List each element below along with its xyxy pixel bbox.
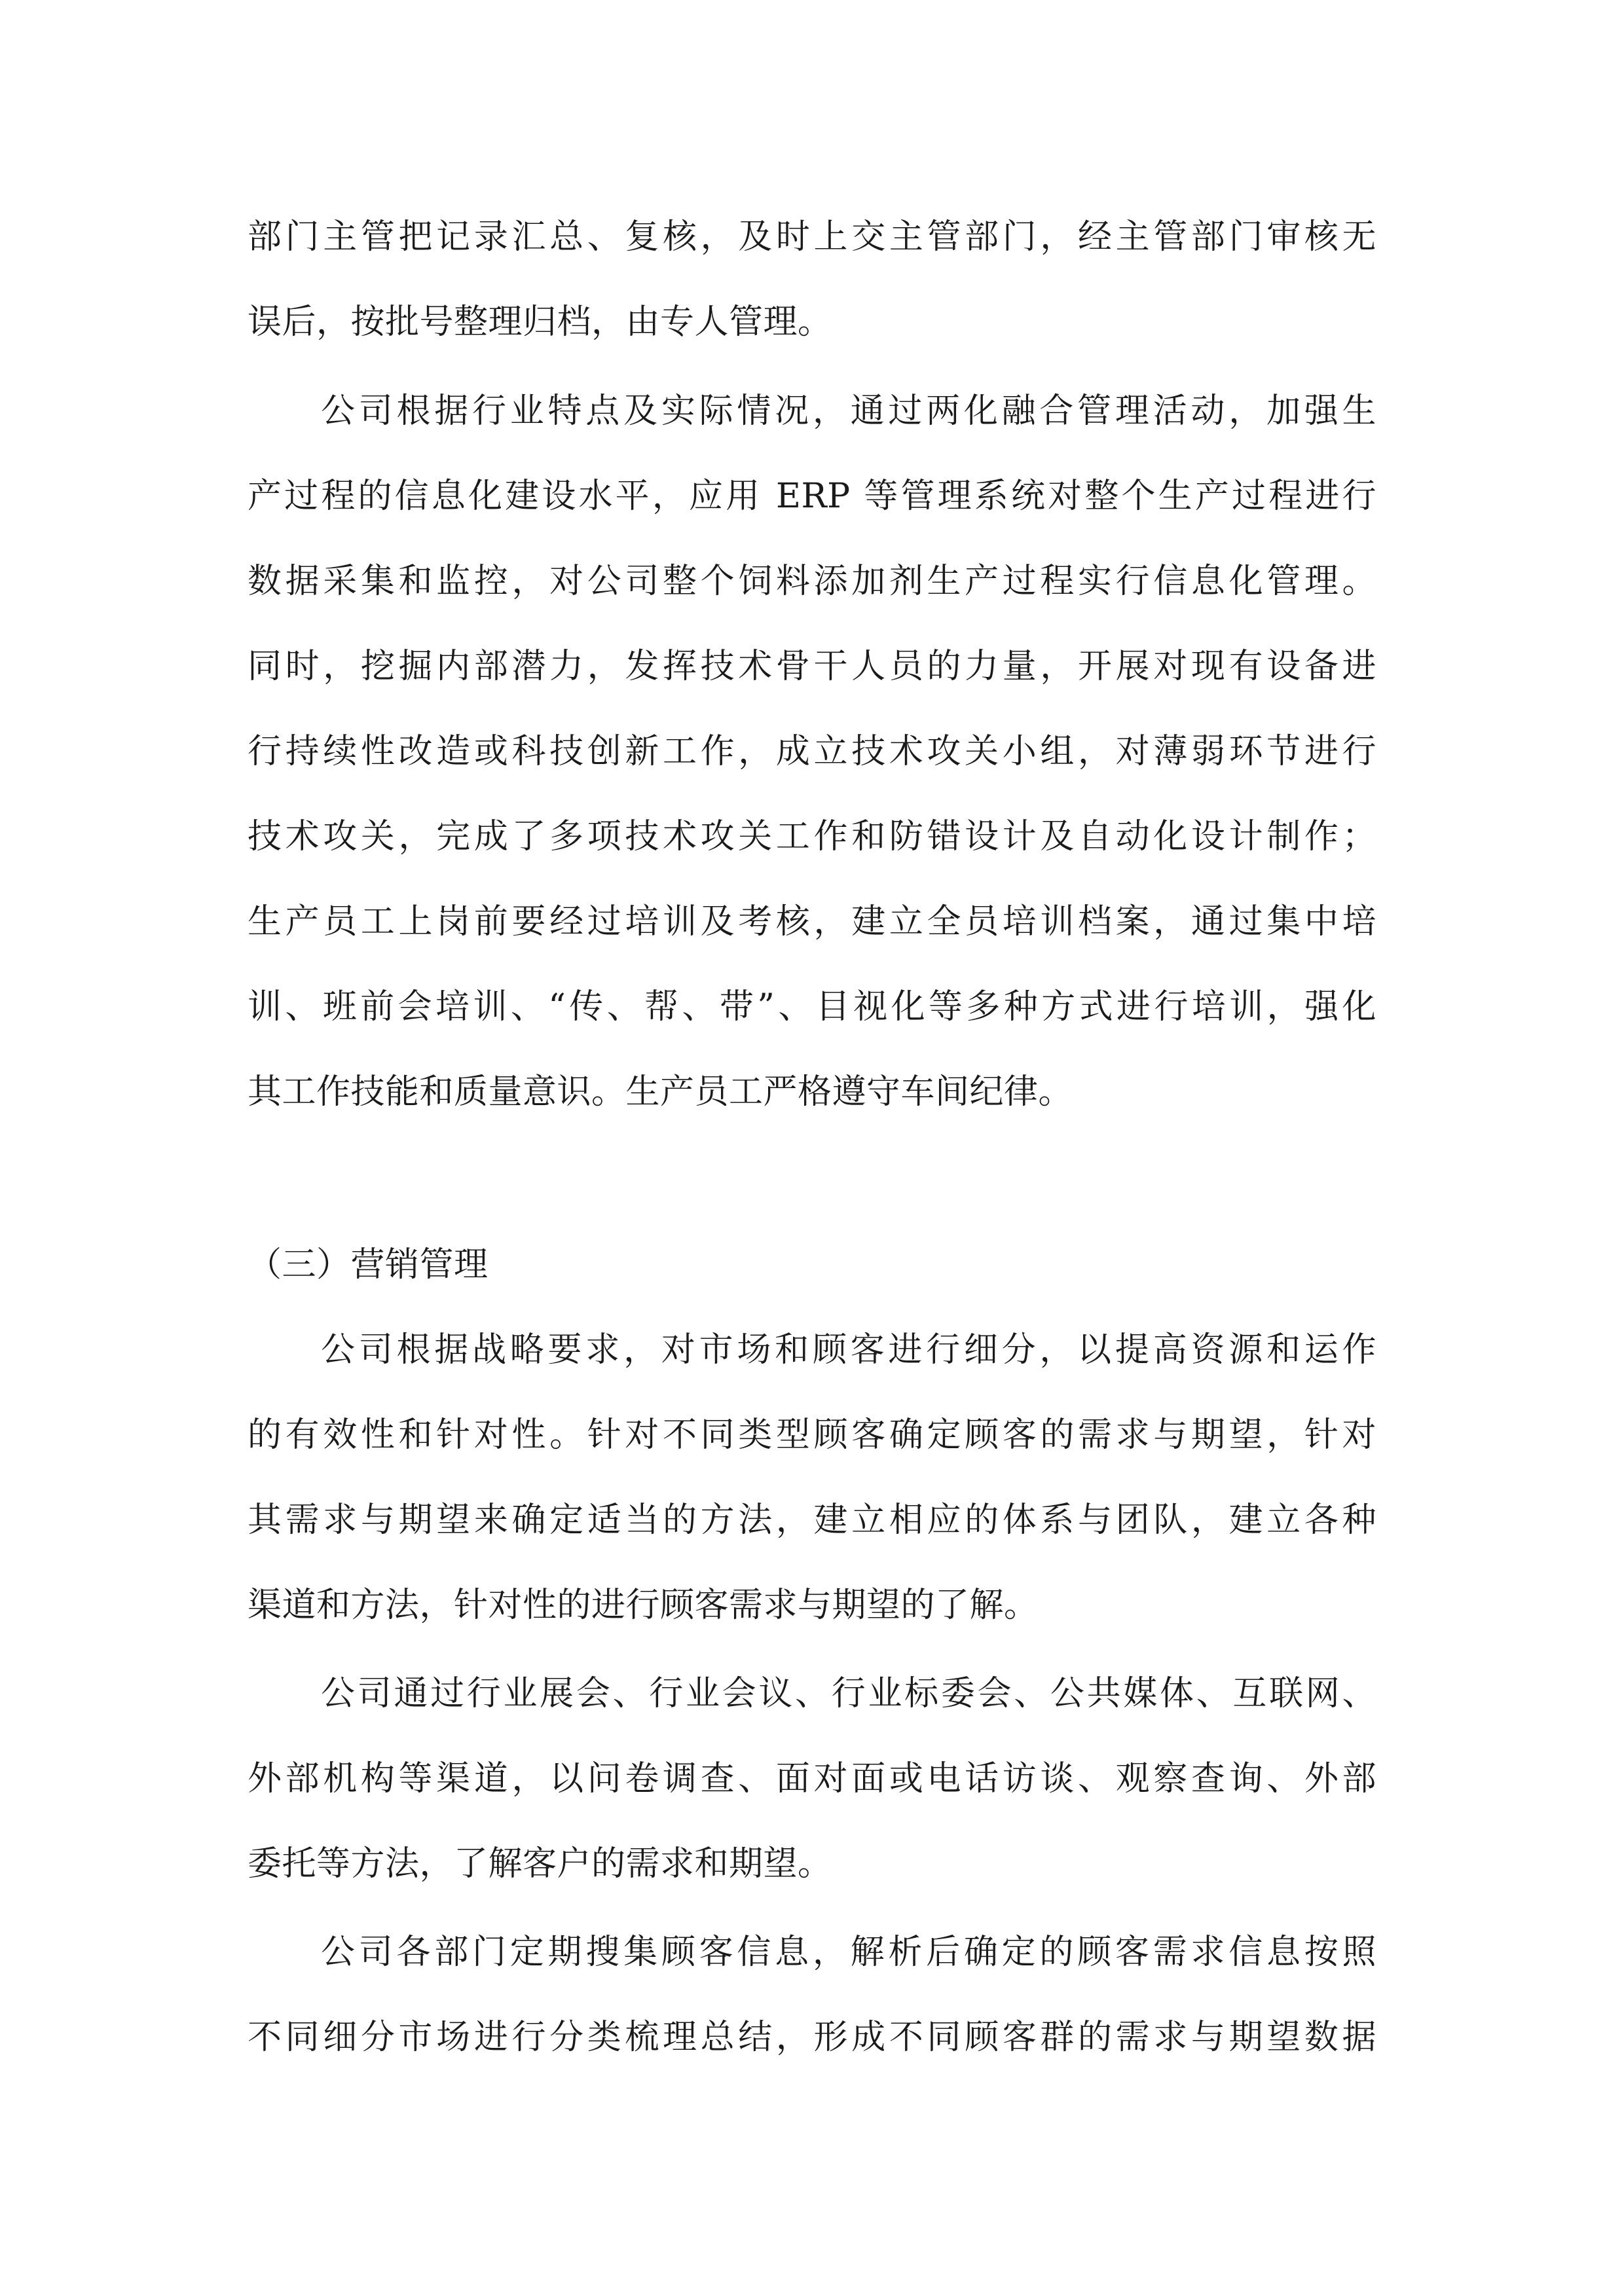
paragraph-2-line-2: 产过程的信息化建设水平，应用 ERP 等管理系统对整个生产过程进行 <box>248 477 1376 516</box>
paragraph-3-line-2: 的有效性和针对性。针对不同类型顾客确定顾客的需求与期望，针对 <box>248 1415 1376 1455</box>
paragraph-2-line-4: 同时，挖掘内部潜力，发挥技术骨干人员的力量，开展对现有设备进 <box>248 647 1376 686</box>
paragraph-2-line-3: 数据采集和监控，对公司整个饲料添加剂生产过程实行信息化管理。 <box>248 562 1376 601</box>
paragraph-4-line-3: 委托等方法，了解客户的需求和期望。 <box>248 1844 832 1884</box>
paragraph-2-line-9: 其工作技能和质量意识。生产员工严格遵守车间纪律。 <box>248 1072 1073 1112</box>
paragraph-4-line-1: 公司通过行业展会、行业会议、行业标委会、公共媒体、互联网、 <box>321 1674 1376 1713</box>
paragraph-1-line-1: 部门主管把记录汇总、复核，及时上交主管部门，经主管部门审核无 <box>248 217 1376 257</box>
paragraph-5-line-2: 不同细分市场进行分类梳理总结，形成不同顾客群的需求与期望数据 <box>248 2018 1376 2057</box>
paragraph-2-line-1: 公司根据行业特点及实际情况，通过两化融合管理活动，加强生 <box>321 392 1376 431</box>
paragraph-5-line-1: 公司各部门定期搜集顾客信息，解析后确定的顾客需求信息按照 <box>321 1933 1376 1972</box>
paragraph-2-line-5: 行持续性改造或科技创新工作，成立技术攻关小组，对薄弱环节进行 <box>248 732 1376 771</box>
paragraph-3-line-4: 渠道和方法，针对性的进行顾客需求与期望的了解。 <box>248 1586 1039 1625</box>
paragraph-3-line-1: 公司根据战略要求，对市场和顾客进行细分，以提高资源和运作 <box>321 1330 1376 1370</box>
paragraph-1-line-2: 误后，按批号整理归档，由专人管理。 <box>248 302 832 342</box>
paragraph-4-line-2: 外部机构等渠道，以问卷调查、面对面或电话访谈、观察查询、外部 <box>248 1759 1376 1798</box>
paragraph-2-line-8: 训、班前会培训、“传、帮、带”、目视化等多种方式进行培训，强化 <box>248 987 1376 1027</box>
section-heading: （三）营销管理 <box>248 1245 489 1285</box>
paragraph-2-line-6: 技术攻关，完成了多项技术攻关工作和防错设计及自动化设计制作； <box>248 817 1376 856</box>
paragraph-3-line-3: 其需求与期望来确定适当的方法，建立相应的体系与团队，建立各种 <box>248 1501 1376 1540</box>
paragraph-2-line-7: 生产员工上岗前要经过培训及考核，建立全员培训档案，通过集中培 <box>248 902 1376 941</box>
